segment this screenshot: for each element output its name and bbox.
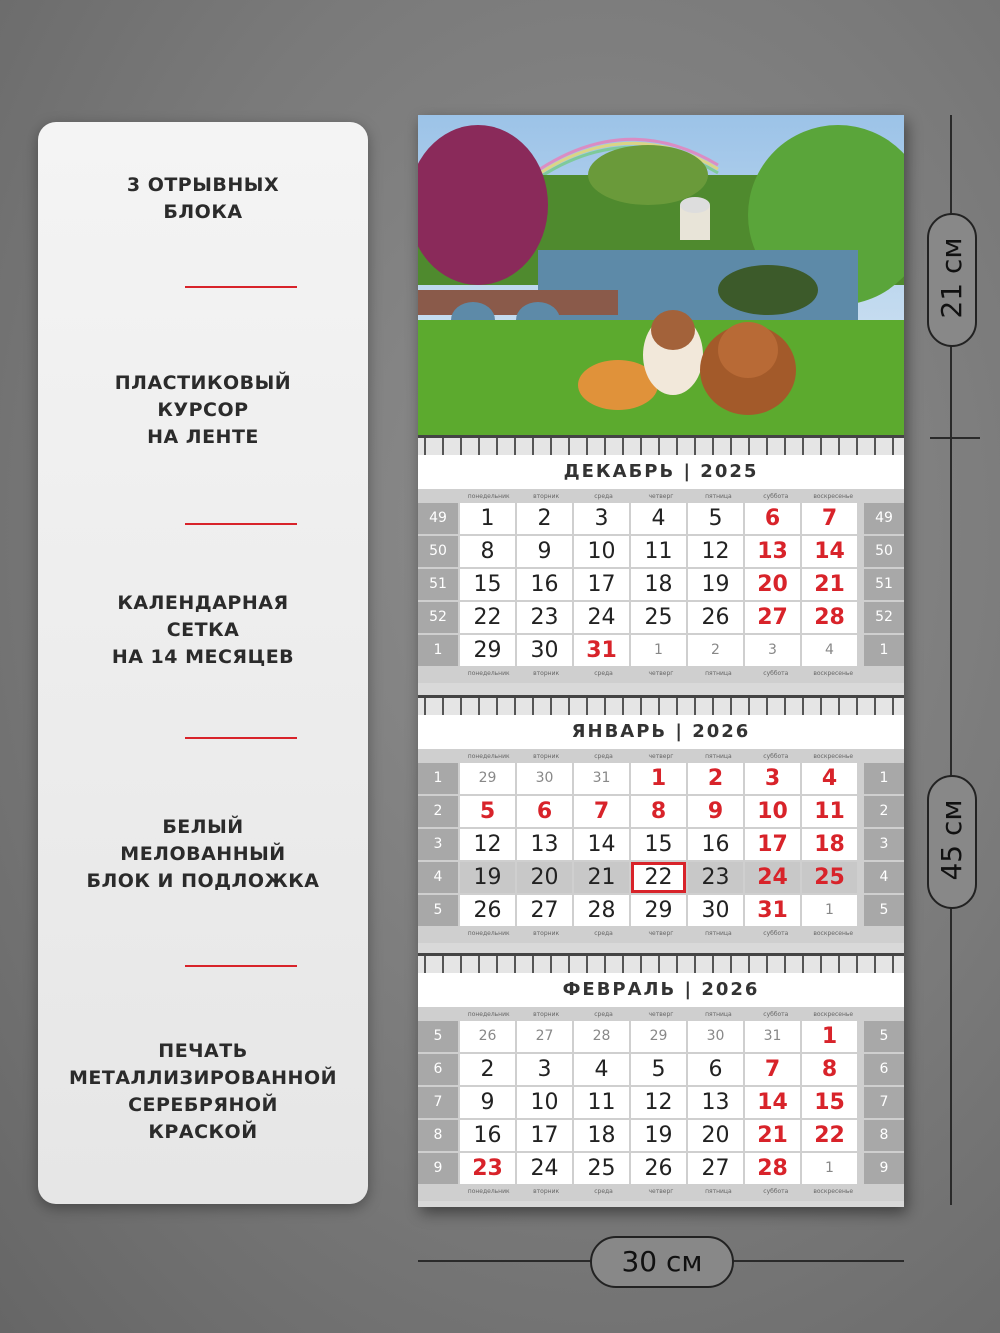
date-cell: 24	[745, 862, 800, 893]
date-cell: 4	[631, 503, 686, 534]
date-cell: 4	[802, 763, 857, 794]
date-cell: 8	[802, 1054, 857, 1085]
week-number: 50	[864, 536, 904, 567]
weekday-label: пятница	[705, 493, 732, 500]
date-cell: 31	[745, 895, 800, 926]
date-cell: 20	[688, 1120, 743, 1151]
date-cell: 29	[631, 1021, 686, 1052]
weekday-label: вторник	[533, 1011, 560, 1018]
week-number: 5	[864, 895, 904, 926]
date-cell: 25	[802, 862, 857, 893]
feature-text: БЕЛЫЙ	[162, 816, 244, 838]
date-cell: 22	[802, 1120, 857, 1151]
date-cell: 14	[802, 536, 857, 567]
weekday-label: четверг	[648, 753, 674, 760]
date-cell: 29	[460, 763, 515, 794]
date-cell: 1	[802, 1153, 857, 1184]
date-cell: 18	[802, 829, 857, 860]
week-number: 1	[418, 763, 458, 794]
date-cell: 1	[802, 895, 857, 926]
month-title: ЯНВАРЬ | 2026	[418, 715, 904, 749]
week-number: 8	[418, 1120, 458, 1151]
week-row	[418, 895, 904, 928]
weekday-label: суббота	[763, 670, 789, 677]
date-cell: 26	[631, 1153, 686, 1184]
date-cell: 8	[460, 536, 515, 567]
feature-item	[38, 590, 368, 671]
week-row	[418, 1054, 904, 1087]
date-cell: 22	[460, 602, 515, 633]
spiral-binding	[418, 953, 904, 974]
date-cell: 14	[745, 1087, 800, 1118]
date-cell: 12	[688, 536, 743, 567]
month-block	[418, 715, 904, 943]
weekday-label: среда	[594, 670, 613, 677]
date-cell: 21	[745, 1120, 800, 1151]
weekday-label: пятница	[705, 930, 732, 937]
weekday-label: четверг	[648, 670, 674, 677]
feature-item	[38, 172, 368, 226]
date-cell: 29	[631, 895, 686, 926]
date-cell: 1	[460, 503, 515, 534]
month-block	[418, 455, 904, 683]
date-cell: 6	[688, 1054, 743, 1085]
weekday-label: четверг	[648, 930, 674, 937]
date-cell: 17	[517, 1120, 572, 1151]
date-cell: 27	[517, 895, 572, 926]
week-row	[418, 1120, 904, 1153]
date-cell: 10	[745, 796, 800, 827]
date-cell: 7	[802, 503, 857, 534]
date-cell: 19	[688, 569, 743, 600]
date-cell: 5	[688, 503, 743, 534]
date-cell: 25	[574, 1153, 629, 1184]
month-title: ФЕВРАЛЬ | 2026	[418, 973, 904, 1007]
week-number: 51	[418, 569, 458, 600]
feature-text: БЛОК И ПОДЛОЖКА	[86, 870, 320, 892]
date-cell: 28	[574, 895, 629, 926]
red-separator	[185, 737, 297, 739]
week-number: 7	[418, 1087, 458, 1118]
weekday-label: пятница	[705, 1011, 732, 1018]
date-cell: 4	[802, 635, 857, 666]
weekday-label: вторник	[533, 1188, 560, 1195]
feature-text: СЕТКА	[166, 619, 240, 641]
weekday-header	[460, 752, 862, 761]
date-cell: 15	[460, 569, 515, 600]
date-cell: 1	[631, 635, 686, 666]
week-row	[418, 569, 904, 602]
date-cell: 2	[688, 635, 743, 666]
date-cell: 30	[517, 763, 572, 794]
date-cell: 3	[745, 763, 800, 794]
date-cell: 4	[574, 1054, 629, 1085]
date-cell: 27	[688, 1153, 743, 1184]
date-cell: 16	[688, 829, 743, 860]
date-cell: 18	[574, 1120, 629, 1151]
weekday-label: суббота	[763, 930, 789, 937]
date-cell: 26	[460, 895, 515, 926]
date-cell: 6	[745, 503, 800, 534]
date-cell: 23	[517, 602, 572, 633]
feature-item	[38, 1038, 368, 1146]
feature-text: КУРСОР	[157, 399, 249, 421]
week-number: 1	[418, 635, 458, 666]
top-height-label: 21 см	[927, 213, 977, 347]
week-number: 4	[418, 862, 458, 893]
week-number: 6	[864, 1054, 904, 1085]
weekday-label: понедельник	[467, 670, 510, 677]
weekday-label: воскресенье	[813, 493, 854, 500]
date-cell: 2	[460, 1054, 515, 1085]
date-cell: 3	[574, 503, 629, 534]
month-block	[418, 973, 904, 1201]
week-number: 9	[864, 1153, 904, 1184]
date-cursor: 22	[631, 862, 686, 893]
date-cell: 17	[574, 569, 629, 600]
feature-text: МЕТАЛЛИЗИРОВАННОЙ	[68, 1067, 338, 1089]
weekday-label: вторник	[533, 930, 560, 937]
date-cell: 25	[631, 602, 686, 633]
feature-text: НА 14 МЕСЯЦЕВ	[111, 646, 295, 668]
date-cell: 5	[460, 796, 515, 827]
week-number: 49	[418, 503, 458, 534]
week-number: 52	[418, 602, 458, 633]
weekday-label: понедельник	[467, 753, 510, 760]
weekday-label: среда	[594, 1188, 613, 1195]
weekday-label: понедельник	[467, 1188, 510, 1195]
red-separator	[185, 523, 297, 525]
red-separator	[185, 965, 297, 967]
spiral-binding	[418, 695, 904, 716]
week-number: 50	[418, 536, 458, 567]
weekday-label: воскресенье	[813, 670, 854, 677]
date-cell: 7	[574, 796, 629, 827]
total-height-label: 45 см	[927, 775, 977, 909]
date-cell: 12	[460, 829, 515, 860]
date-cell: 15	[631, 829, 686, 860]
date-cell: 11	[802, 796, 857, 827]
date-cell: 14	[574, 829, 629, 860]
weekday-header	[460, 669, 862, 678]
date-cell: 28	[745, 1153, 800, 1184]
week-number: 2	[864, 796, 904, 827]
date-cell: 27	[517, 1021, 572, 1052]
week-number: 5	[864, 1021, 904, 1052]
date-cell: 12	[631, 1087, 686, 1118]
weekday-label: понедельник	[467, 930, 510, 937]
feature-text: КРАСКОЙ	[148, 1121, 258, 1143]
weekday-label: вторник	[533, 753, 560, 760]
date-cell: 3	[745, 635, 800, 666]
weekday-label: пятница	[705, 670, 732, 677]
date-cell: 16	[517, 569, 572, 600]
weekday-header	[460, 492, 862, 501]
date-cell: 15	[802, 1087, 857, 1118]
width-label: 30 см	[590, 1236, 734, 1288]
week-number: 1	[864, 635, 904, 666]
date-cell: 31	[574, 635, 629, 666]
date-cell: 11	[574, 1087, 629, 1118]
week-row	[418, 829, 904, 862]
week-row	[418, 862, 904, 895]
weekday-label: пятница	[705, 753, 732, 760]
date-cell: 26	[688, 602, 743, 633]
date-cell: 9	[460, 1087, 515, 1118]
feature-text: КАЛЕНДАРНАЯ	[117, 592, 289, 614]
date-cell: 29	[460, 635, 515, 666]
weekday-label: среда	[594, 493, 613, 500]
feature-text: СЕРЕБРЯНОЙ	[128, 1094, 278, 1116]
date-cell: 19	[460, 862, 515, 893]
date-cell: 9	[517, 536, 572, 567]
date-cell: 2	[517, 503, 572, 534]
feature-text: 3 ОТРЫВНЫХ	[126, 174, 280, 196]
week-number: 51	[864, 569, 904, 600]
date-cell: 17	[745, 829, 800, 860]
date-cell: 10	[574, 536, 629, 567]
month-title: ДЕКАБРЬ | 2025	[418, 455, 904, 489]
week-number: 49	[864, 503, 904, 534]
weekday-label: суббота	[763, 1188, 789, 1195]
week-number: 52	[864, 602, 904, 633]
date-cell: 21	[574, 862, 629, 893]
weekday-label: суббота	[763, 1011, 789, 1018]
date-cell: 2	[688, 763, 743, 794]
date-cell: 18	[631, 569, 686, 600]
date-cell: 13	[517, 829, 572, 860]
date-cell: 10	[517, 1087, 572, 1118]
date-cell: 31	[745, 1021, 800, 1052]
date-cell: 30	[688, 895, 743, 926]
date-cell: 3	[517, 1054, 572, 1085]
feature-item	[38, 370, 368, 451]
weekday-label: воскресенье	[813, 753, 854, 760]
date-cell: 19	[631, 1120, 686, 1151]
week-number: 7	[864, 1087, 904, 1118]
weekday-label: воскресенье	[813, 930, 854, 937]
date-grid	[418, 1021, 904, 1186]
weekday-header	[460, 1010, 862, 1019]
weekday-label: четверг	[648, 493, 674, 500]
weekday-label: среда	[594, 753, 613, 760]
date-cell: 21	[802, 569, 857, 600]
features-panel	[38, 122, 368, 1204]
date-cell: 24	[517, 1153, 572, 1184]
week-number: 3	[864, 829, 904, 860]
date-cell: 27	[745, 602, 800, 633]
feature-text: ПЛАСТИКОВЫЙ	[114, 372, 292, 394]
week-number: 9	[418, 1153, 458, 1184]
weekday-header	[460, 1187, 862, 1196]
date-grid	[418, 503, 904, 668]
date-cell: 20	[517, 862, 572, 893]
week-row	[418, 602, 904, 635]
week-row	[418, 635, 904, 668]
date-cell: 23	[460, 1153, 515, 1184]
date-cell: 11	[631, 536, 686, 567]
wall-calendar	[418, 115, 904, 1207]
date-cell: 1	[631, 763, 686, 794]
week-row	[418, 503, 904, 536]
weekday-label: вторник	[533, 670, 560, 677]
weekday-label: вторник	[533, 493, 560, 500]
date-cell: 28	[802, 602, 857, 633]
week-row	[418, 536, 904, 569]
date-cell: 16	[460, 1120, 515, 1151]
date-cell: 13	[745, 536, 800, 567]
weekday-label: воскресенье	[813, 1011, 854, 1018]
feature-text: МЕЛОВАННЫЙ	[120, 843, 286, 865]
weekday-label: суббота	[763, 753, 789, 760]
weekday-label: пятница	[705, 1188, 732, 1195]
date-cell: 1	[802, 1021, 857, 1052]
feature-text: ПЕЧАТЬ	[158, 1040, 248, 1062]
weekday-label: воскресенье	[813, 1188, 854, 1195]
weekday-label: четверг	[648, 1011, 674, 1018]
date-cell: 13	[688, 1087, 743, 1118]
week-number: 2	[418, 796, 458, 827]
date-cell: 28	[574, 1021, 629, 1052]
date-cell: 31	[574, 763, 629, 794]
week-number: 5	[418, 895, 458, 926]
week-row	[418, 1153, 904, 1186]
weekday-label: суббота	[763, 493, 789, 500]
date-cell: 26	[460, 1021, 515, 1052]
dimension-tick	[930, 437, 980, 439]
date-cell: 30	[517, 635, 572, 666]
weekday-label: среда	[594, 1011, 613, 1018]
weekday-header	[460, 929, 862, 938]
feature-text: БЛОКА	[163, 201, 243, 223]
weekday-label: среда	[594, 930, 613, 937]
weekday-label: понедельник	[467, 493, 510, 500]
week-row	[418, 763, 904, 796]
date-cell: 20	[745, 569, 800, 600]
week-number: 8	[864, 1120, 904, 1151]
calendar-photo	[418, 115, 904, 437]
week-number: 5	[418, 1021, 458, 1052]
red-separator	[185, 286, 297, 288]
week-number: 3	[418, 829, 458, 860]
date-cell: 23	[688, 862, 743, 893]
week-row	[418, 796, 904, 829]
date-grid	[418, 763, 904, 928]
week-row	[418, 1087, 904, 1120]
week-number: 1	[864, 763, 904, 794]
date-cell: 30	[688, 1021, 743, 1052]
weekday-label: четверг	[648, 1188, 674, 1195]
date-cell: 9	[688, 796, 743, 827]
feature-item	[38, 814, 368, 895]
weekday-label: понедельник	[467, 1011, 510, 1018]
feature-text: НА ЛЕНТЕ	[147, 426, 259, 448]
date-cell: 7	[745, 1054, 800, 1085]
date-cell: 8	[631, 796, 686, 827]
week-number: 4	[864, 862, 904, 893]
week-row	[418, 1021, 904, 1054]
week-number: 6	[418, 1054, 458, 1085]
date-cell: 6	[517, 796, 572, 827]
spiral-binding	[418, 435, 904, 456]
date-cell: 24	[574, 602, 629, 633]
date-cell: 5	[631, 1054, 686, 1085]
